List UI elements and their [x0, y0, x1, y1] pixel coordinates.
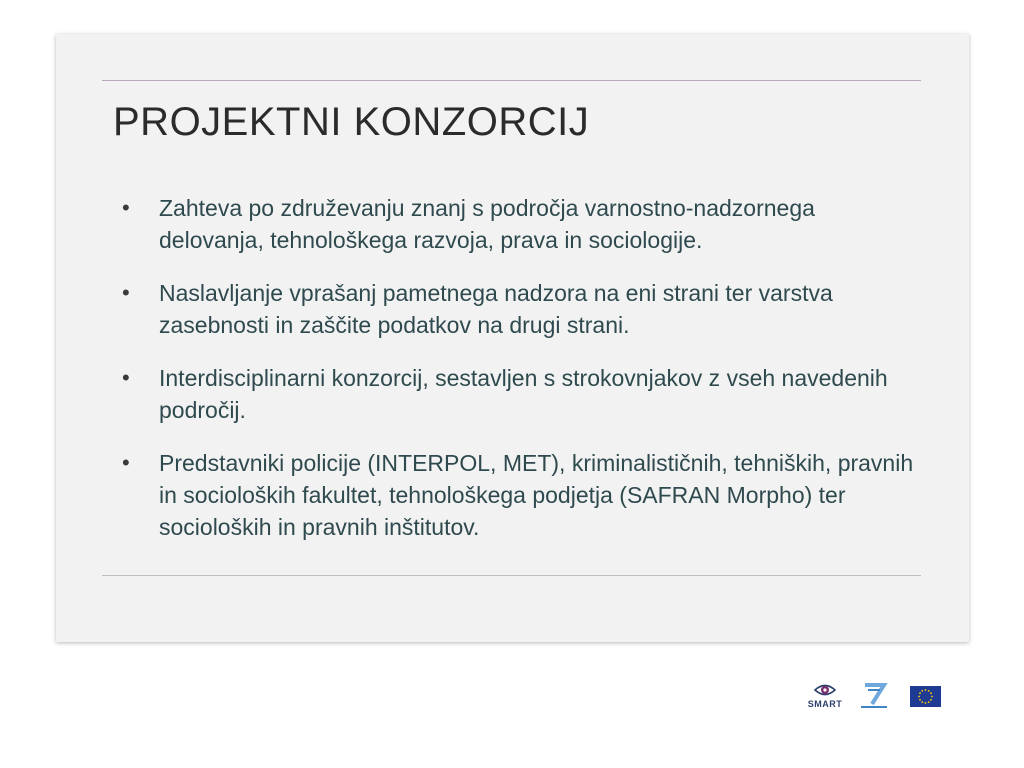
- bullet-text: Predstavniki policije (INTERPOL, MET), kriminalističnih, tehniških, pravnih in socioloških fakultet, tehnološkega podjetja (SAFRAN Morpho) ter socioloških in pravnih inštitutov.: [159, 450, 914, 540]
- slide-title: PROJEKTNI KONZORCIJ: [113, 100, 590, 144]
- bullet-list: [122, 192, 922, 564]
- bullet-item: [122, 277, 922, 341]
- footer-logos: [805, 680, 945, 714]
- bullet-item: [122, 362, 922, 426]
- bottom-divider: [102, 575, 921, 576]
- smart-eye-logo-icon: [805, 680, 845, 710]
- bullet-dot: •: [122, 365, 130, 390]
- bullet-dot: •: [122, 280, 130, 305]
- bullet-item: [122, 447, 922, 543]
- top-divider: [102, 80, 921, 81]
- smart-logo-text: SMART: [807, 699, 843, 709]
- bullet-item: [122, 192, 922, 256]
- bullet-dot: •: [122, 195, 130, 220]
- bullet-dot: •: [122, 450, 130, 475]
- fp7-logo-icon: [859, 682, 889, 710]
- slide-card: [56, 34, 969, 642]
- eu-flag-icon: [910, 686, 941, 707]
- bullet-text: Naslavljanje vprašanj pametnega nadzora na eni strani ter varstva zasebnosti in zaščite podatkov na drugi strani.: [159, 280, 833, 338]
- bullet-text: Interdisciplinarni konzorcij, sestavljen s strokovnjakov z vseh navedenih področij.: [159, 365, 888, 423]
- bullet-text: Zahteva po združevanju znanj s področja varnostno-nadzornega delovanja, tehnološkega razvoja, prava in sociologije.: [159, 195, 815, 253]
